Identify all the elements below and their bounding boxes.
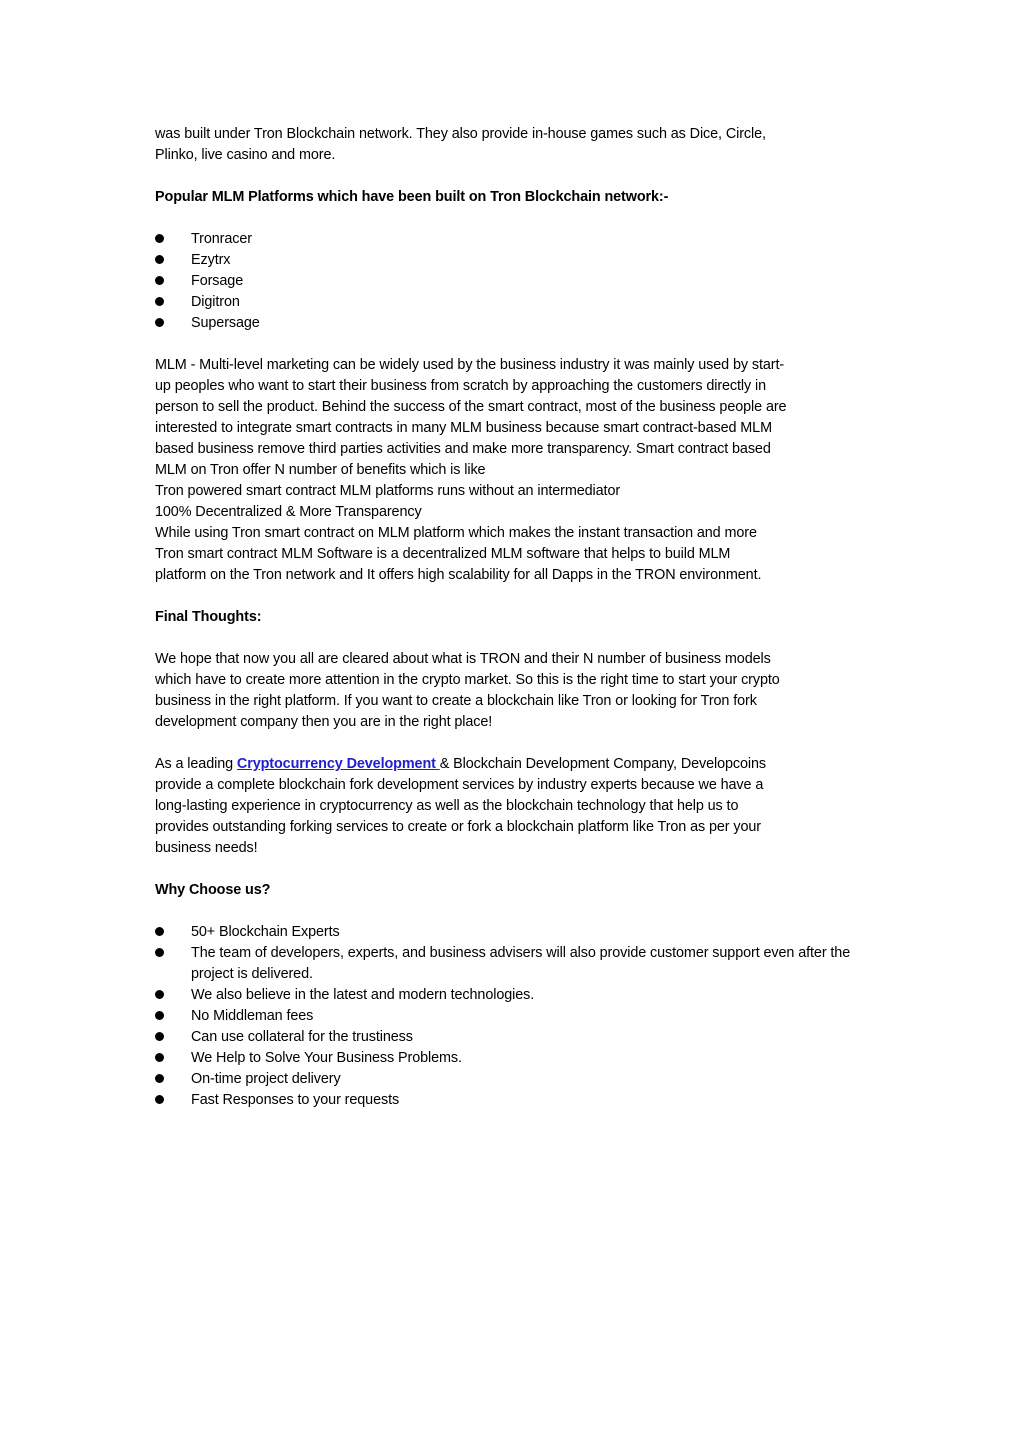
text-line: business needs!	[155, 840, 258, 856]
text-line: long-lasting experience in cryptocurrency as well as the blockchain technology that help us to	[155, 798, 739, 814]
bullet-icon	[155, 927, 164, 936]
platforms-heading: Popular MLM Platforms which have been built on Tron Blockchain network:-	[155, 189, 669, 205]
bullet-icon	[155, 1011, 164, 1020]
text-line: MLM on Tron offer N number of benefits which is like	[155, 462, 486, 478]
bullet-icon	[155, 1032, 164, 1041]
list-item: 50+ Blockchain Experts	[155, 922, 875, 943]
list-item: Fast Responses to your requests	[155, 1090, 875, 1111]
final-thoughts-heading: Final Thoughts:	[155, 609, 262, 625]
text-line: up peoples who want to start their business from scratch by approaching the customers directly in	[155, 378, 767, 394]
text-line: While using Tron smart contract on MLM platform which makes the instant transaction and more	[155, 525, 757, 541]
text-line: provides outstanding forking services to create or fork a blockchain platform like Tron as per your	[155, 819, 761, 835]
list-item: Forsage	[155, 271, 875, 292]
leading-company-paragraph	[155, 754, 875, 859]
bullet-icon	[155, 318, 164, 327]
text-line: development company then you are in the right place!	[155, 714, 493, 730]
text-line: provide a complete blockchain fork development services by industry experts because we have a	[155, 777, 764, 793]
list-item: No Middleman fees	[155, 1006, 875, 1027]
list-item: Supersage	[155, 313, 875, 334]
text-line: based business remove third parties activities and make more transparency. Smart contract based	[155, 441, 771, 457]
bullet-icon	[155, 990, 164, 999]
text-line	[155, 754, 875, 775]
bullet-icon	[155, 255, 164, 264]
text-line: interested to integrate smart contracts in many MLM business because smart contract-based MLM	[155, 420, 772, 436]
list-item: We also believe in the latest and modern technologies.	[155, 985, 875, 1006]
bullet-icon	[155, 276, 164, 285]
why-choose-us-heading: Why Choose us?	[155, 882, 271, 898]
bullet-icon	[155, 1053, 164, 1062]
leading-prefix: As a leading	[155, 756, 237, 772]
list-item: Ezytrx	[155, 250, 875, 271]
bullet-icon	[155, 1095, 164, 1104]
bullet-icon	[155, 948, 164, 957]
text-line: business in the right platform. If you want to create a blockchain like Tron or looking for Tron fork	[155, 693, 757, 709]
text-line: Tron smart contract MLM Software is a decentralized MLM software that helps to build MLM	[155, 546, 731, 562]
list-item: We Help to Solve Your Business Problems.	[155, 1048, 875, 1069]
list-item: On-time project delivery	[155, 1069, 875, 1090]
intro-paragraph	[155, 124, 875, 166]
text-line: Plinko, live casino and more.	[155, 147, 336, 163]
text-line: Tron powered smart contract MLM platforms runs without an intermediator	[155, 483, 621, 499]
text-line: platform on the Tron network and It offers high scalability for all Dapps in the TRON environment.	[155, 567, 762, 583]
text-line: MLM - Multi-level marketing can be widely used by the business industry it was mainly used by start-	[155, 357, 785, 373]
text-line: We hope that now you all are cleared about what is TRON and their N number of business models	[155, 651, 771, 667]
leading-suffix: & Blockchain Development Company, Developcoins	[439, 756, 767, 772]
text-line: person to sell the product. Behind the success of the smart contract, most of the business people are	[155, 399, 787, 415]
list-item: Digitron	[155, 292, 875, 313]
text-line: was built under Tron Blockchain network. They also provide in-house games such as Dice, Circle,	[155, 126, 766, 142]
cryptocurrency-development-link[interactable]: Cryptocurrency Development	[236, 756, 440, 772]
document-page	[155, 124, 875, 1111]
bullet-icon	[155, 1074, 164, 1083]
list-item: Can use collateral for the trustiness	[155, 1027, 875, 1048]
list-item: The team of developers, experts, and business advisers will also provide customer support even after the project is delivered.	[155, 943, 875, 985]
bullet-icon	[155, 297, 164, 306]
mlm-paragraph	[155, 355, 875, 586]
platforms-list	[155, 229, 875, 334]
final-thoughts-paragraph	[155, 649, 875, 733]
bullet-icon	[155, 234, 164, 243]
why-choose-us-list	[155, 922, 875, 1111]
text-line: which have to create more attention in the crypto market. So this is the right time to start your crypto	[155, 672, 780, 688]
list-item: Tronracer	[155, 229, 875, 250]
text-line: 100% Decentralized & More Transparency	[155, 504, 422, 520]
